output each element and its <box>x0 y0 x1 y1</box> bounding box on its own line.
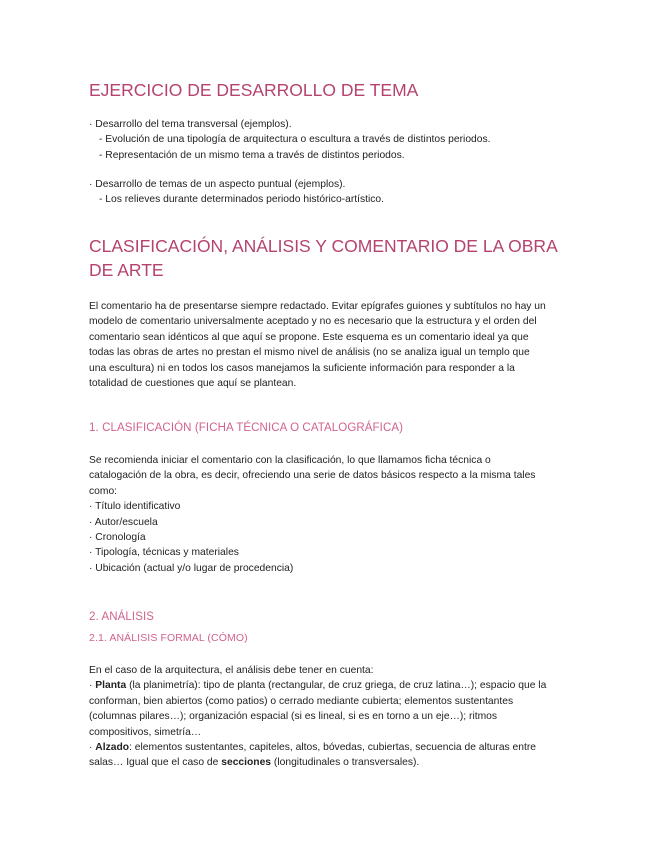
paragraph-line: En el caso de la arquitectura, el análisis debe tener en cuenta: <box>89 665 374 676</box>
list-item: · Cronología <box>89 532 146 544</box>
paragraph-line: totalidad de cuestiones que aquí se plantean. <box>89 378 297 390</box>
paragraph-line: modelo de comentario universalmente aceptado y no es necesario que la estructura y el orden del <box>89 316 537 328</box>
secciones-label: secciones <box>221 757 272 769</box>
bullet: · <box>89 680 96 692</box>
list-subitem: - Los relieves durante determinados periodo histórico-artístico. <box>99 194 385 206</box>
list-item: · Desarrollo del tema transversal (ejemplos). <box>89 119 292 130</box>
list-item: · Tipología, técnicas y materiales <box>89 547 239 559</box>
paragraph-line: comentario sean idénticos al que aquí se propone. Este esquema es un comentario ideal ya que <box>89 331 529 343</box>
section-title-clasificacion-analisis <box>89 234 559 282</box>
title-line: DE ARTE <box>89 260 164 280</box>
list-item: · Ubicación (actual y/o lugar de procedencia) <box>89 562 294 574</box>
aspecto-puntual-list <box>89 177 575 208</box>
list-item: · Autor/escuela <box>89 516 158 528</box>
paragraph-line: Se recomienda iniciar el comentario con la clasificación, lo que llamamos ficha técnica o <box>89 455 491 466</box>
bullet: · <box>89 742 96 754</box>
list-item: · Desarrollo de temas de un aspecto puntual (ejemplos). <box>89 179 346 190</box>
title-line: CLASIFICACIÓN, ANÁLISIS Y COMENTARIO DE LA OBRA <box>89 236 558 256</box>
text-run: salas… Igual que el caso de <box>89 757 222 769</box>
alzado-label: Alzado <box>95 742 130 754</box>
planta-line <box>89 678 575 693</box>
list-subitem: - Evolución de una tipología de arquitectura o escultura a través de distintos periodos. <box>99 134 491 146</box>
clasificacion-paragraph <box>89 453 575 576</box>
planta-text: (la planimetría): tipo de planta (rectangular, de cruz griega, de cruz latina…); espacio que la <box>126 680 547 692</box>
list-subitem: - Representación de un mismo tema a través de distintos periodos. <box>99 149 405 161</box>
section-title-desarrollo: EJERCICIO DE DESARROLLO DE TEMA <box>89 80 419 100</box>
subsection-title-clasificacion: 1. CLASIFICACIÓN (FICHA TÉCNICA O CATALOGRÁFICA) <box>89 422 404 434</box>
planta-label: Planta <box>95 680 127 692</box>
alzado-text: : elementos sustentantes, capiteles, altos, bóvedas, cubiertas, secuencia de alturas entre <box>129 742 537 754</box>
text-run: (longitudinales o transversales). <box>271 757 420 769</box>
list-item: · Título identificativo <box>89 501 181 513</box>
desarrollo-list <box>89 117 575 163</box>
alzado-line <box>89 740 575 755</box>
intro-paragraph <box>89 299 575 391</box>
paragraph-line: catalogación de la obra, es decir, ofreciendo una serie de datos básicos respecto a la misma tales <box>89 470 536 482</box>
paragraph-line: conforman, bien abiertos (como patios) o cerrado mediante cubierta; elementos sustentantes <box>89 695 514 707</box>
paragraph-line: como: <box>89 485 118 497</box>
paragraph-line: una escultura) ni en todos los casos manejamos la suficiente información para responder a la <box>89 362 515 374</box>
analisis-paragraph <box>89 663 575 771</box>
paragraph-line: El comentario ha de presentarse siempre redactado. Evitar epígrafes guiones y subtítulos no hay un <box>89 301 546 312</box>
subsection-title-analisis-formal: 2.1. ANÁLISIS FORMAL (CÓMO) <box>89 632 248 644</box>
paragraph-line: (columnas pilares…); organización espacial (si es lineal, si es en torno a un eje…); ritmos <box>89 711 498 723</box>
subsection-title-analisis: 2. ANÁLISIS <box>89 611 155 623</box>
alzado-line-2 <box>89 755 575 770</box>
paragraph-line: todas las obras de artes no prestan el mismo nivel de análisis (no se analiza igual un templo que <box>89 347 530 359</box>
paragraph-line: compositivos, simetría… <box>89 726 202 738</box>
